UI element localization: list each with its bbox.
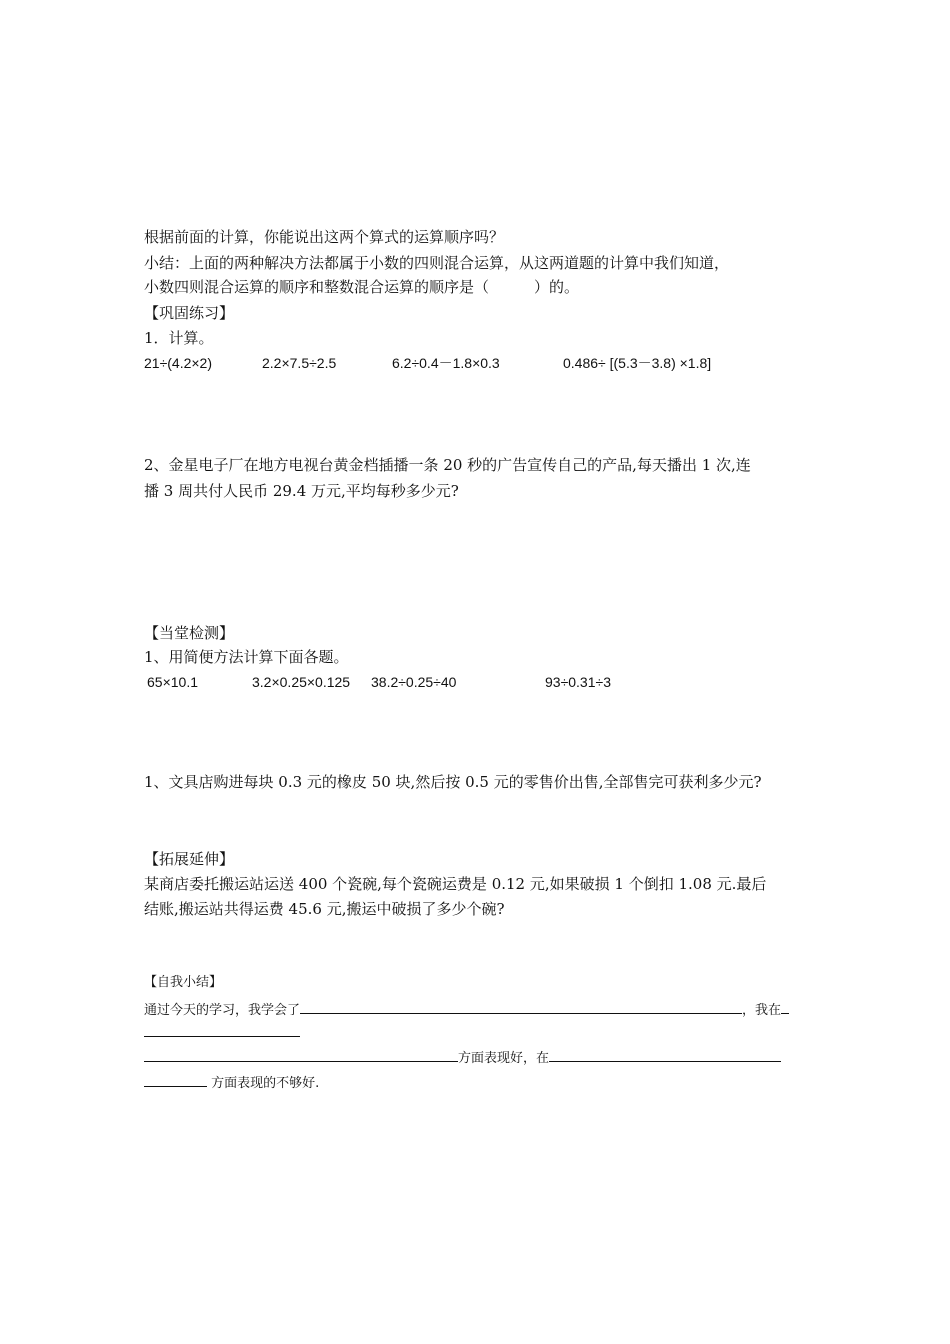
check-expression: 38.2÷0.25÷40 bbox=[371, 674, 457, 690]
learned-blank[interactable] bbox=[300, 998, 742, 1014]
summary-line-1: 小结：上面的两种解决方法都属于小数的四则混合运算，从这两道题的计算中我们知道， bbox=[144, 254, 730, 272]
extend-heading: 【拓展延伸】 bbox=[144, 850, 235, 868]
self-summary-heading: 【自我小结】 bbox=[144, 975, 223, 990]
weak-area-blank-cont[interactable] bbox=[144, 1071, 207, 1087]
check-expression: 3.2×0.25×0.125 bbox=[252, 674, 351, 690]
practice-expression: 0.486÷ [(5.3－3.8) ×1.8] bbox=[563, 355, 712, 371]
practice-q1-label: 1．计算。 bbox=[144, 329, 214, 347]
practice-expression: 21÷(4.2×2) bbox=[144, 355, 213, 371]
check-q2: 1、文具店购进每块 0.3 元的橡皮 50 块,然后按 0.5 元的零售价出售,全部售完可获利多少元? bbox=[144, 773, 762, 791]
practice-heading: 【巩固练习】 bbox=[144, 304, 235, 322]
practice-q2-line-2: 播 3 周共付人民币 29.4 万元,平均每秒多少元? bbox=[144, 482, 459, 500]
check-expression: 93÷0.31÷3 bbox=[545, 674, 611, 690]
practice-q2-line-1: 2、金星电子厂在地方电视台黄金档插播一条 20 秒的广告宣传自己的产品,每天播出 1 次,连 bbox=[144, 456, 751, 474]
summary-line-2: 小数四则混合运算的顺序和整数混合运算的顺序是（ ）的。 bbox=[144, 278, 580, 296]
self-summary-line-2 bbox=[144, 1021, 300, 1045]
good-area-blank-cont[interactable] bbox=[144, 1021, 300, 1037]
weak-area-blank[interactable] bbox=[549, 1046, 781, 1062]
check-q1-label: 1、用简便方法计算下面各题。 bbox=[144, 648, 349, 666]
self-summary-line-4 bbox=[144, 1071, 319, 1095]
check-heading: 【当堂检测】 bbox=[144, 624, 235, 642]
extend-line-2: 结账,搬运站共得运费 45.6 元,搬运中破损了多少个碗? bbox=[144, 900, 505, 918]
practice-expression: 2.2×7.5÷2.5 bbox=[262, 355, 337, 371]
practice-expression: 6.2÷0.4－1.8×0.3 bbox=[392, 355, 500, 371]
self-summary-text-4: 方面表现的不够好. bbox=[211, 1076, 320, 1091]
self-summary-text-2: ，我在 bbox=[742, 1003, 782, 1018]
extend-line-1: 某商店委托搬运站运送 400 个瓷碗,每个瓷碗运费是 0.12 元,如果破损 1 个倒扣 1.08 元.最后 bbox=[144, 875, 767, 893]
self-summary-line-1 bbox=[144, 998, 789, 1022]
self-summary-text-3: 方面表现好，在 bbox=[458, 1051, 550, 1066]
intro-question: 根据前面的计算，你能说出这两个算式的运算顺序吗？ bbox=[144, 228, 505, 246]
good-area-blank-end[interactable] bbox=[144, 1046, 458, 1062]
check-expression: 65×10.1 bbox=[147, 674, 198, 690]
self-summary-line-3 bbox=[144, 1046, 781, 1070]
good-area-blank-start[interactable] bbox=[781, 998, 789, 1014]
self-summary-text-1: 通过今天的学习，我学会了 bbox=[144, 1003, 301, 1018]
